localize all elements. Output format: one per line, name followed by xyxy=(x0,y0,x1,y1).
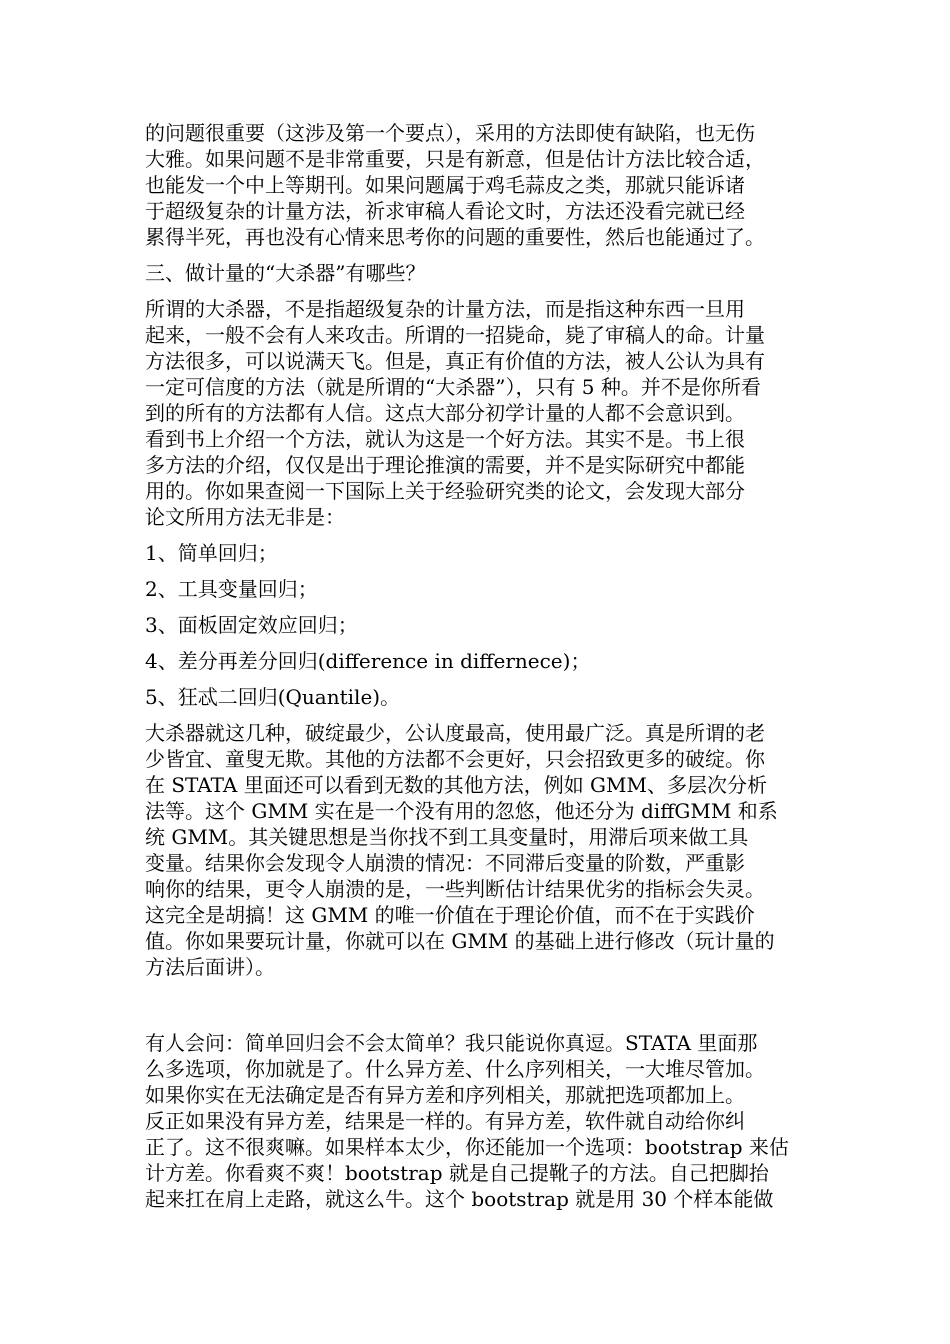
text-line: 起来，一般不会有人来攻击。所谓的一招毙命，毙了审稿人的命。计量 xyxy=(145,323,765,347)
text-line: 少皆宜、童叟无欺。其他的方法都不会更好，只会招致更多的破绽。你 xyxy=(145,747,765,771)
text-line: 有人会问：简单回归会不会太简单？我只能说你真逗。STATA 里面那 xyxy=(145,1031,758,1055)
paragraph xyxy=(145,684,825,710)
text-line: 到的所有的方法都有人信。这点大部分初学计量的人都不会意识到。 xyxy=(145,401,745,425)
text-line: 大雅。如果问题不是非常重要，只是有新意，但是估计方法比较合适， xyxy=(145,147,765,171)
text-line: 于超级复杂的计量方法，祈求审稿人看论文时，方法还没看完就已经 xyxy=(145,199,745,223)
text-line: 累得半死，再也没有心情来思考你的问题的重要性，然后也能通过了。 xyxy=(145,225,765,249)
text-line: 三、做计量的“大杀器”有哪些？ xyxy=(145,261,426,285)
paragraph xyxy=(145,720,825,980)
text-line: 法等。这个 GMM 实在是一个没有用的忽悠，他还分为 diffGMM 和系 xyxy=(145,799,778,823)
paragraph xyxy=(145,120,825,250)
text-line: 多方法的介绍，仅仅是出于理论推演的需要，并不是实际研究中都能 xyxy=(145,453,745,477)
text-line: 变量。结果你会发现令人崩溃的情况：不同滞后变量的阶数，严重影 xyxy=(145,851,745,875)
text-line: 反正如果没有异方差，结果是一样的。有异方差，软件就自动给你纠 xyxy=(145,1109,745,1133)
document-body xyxy=(145,120,825,1222)
text-line: 2、工具变量回归； xyxy=(145,577,318,601)
paragraph xyxy=(145,576,825,602)
text-line: 的问题很重要（这涉及第一个要点），采用的方法即使有缺陷，也无伤 xyxy=(145,121,755,145)
text-line: 这完全是胡搞！这 GMM 的唯一价值在于理论价值，而不在于实践价 xyxy=(145,903,755,927)
text-line: 起来扛在肩上走路，就这么牛。这个 bootstrap 就是用 30 个样本能做 xyxy=(145,1187,774,1211)
text-line: 值。你如果要玩计量，你就可以在 GMM 的基础上进行修改（玩计量的 xyxy=(145,929,775,953)
text-line: 计方差。你看爽不爽！bootstrap 就是自己提靴子的方法。自己把脚抬 xyxy=(145,1161,769,1185)
text-line: 如果你实在无法确定是否有异方差和序列相关，那就把选项都加上。 xyxy=(145,1083,745,1107)
text-line: 4、差分再差分回归(difference in differnece)； xyxy=(145,649,591,673)
text-line: 3、面板固定效应回归； xyxy=(145,613,358,637)
paragraph xyxy=(145,260,825,286)
text-line: 一定可信度的方法（就是所谓的“大杀器”），只有 5 种。并不是你所看 xyxy=(145,375,761,399)
paragraph xyxy=(145,1030,825,1212)
paragraph xyxy=(145,612,825,638)
paragraph xyxy=(145,540,825,566)
text-line: 方法很多，可以说满天飞。但是，真正有价值的方法，被人公认为具有 xyxy=(145,349,765,373)
text-line: 正了。这不很爽嘛。如果样本太少，你还能加一个选项：bootstrap 来估 xyxy=(145,1135,789,1159)
text-line: 所谓的大杀器，不是指超级复杂的计量方法，而是指这种东西一旦用 xyxy=(145,297,745,321)
text-line: 用的。你如果查阅一下国际上关于经验研究类的论文，会发现大部分 xyxy=(145,479,745,503)
paragraph xyxy=(145,648,825,674)
text-line: 大杀器就这几种，破绽最少，公认度最高，使用最广泛。真是所谓的老 xyxy=(145,721,765,745)
paragraph xyxy=(145,296,825,530)
text-line: 在 STATA 里面还可以看到无数的其他方法，例如 GMM、多层次分析 xyxy=(145,773,767,797)
text-line: 1、简单回归； xyxy=(145,541,278,565)
text-line: 论文所用方法无非是： xyxy=(145,505,345,529)
text-line: 也能发一个中上等期刊。如果问题属于鸡毛蒜皮之类，那就只能诉诸 xyxy=(145,173,745,197)
text-line: 统 GMM。其关键思想是当你找不到工具变量时，用滞后项来做工具 xyxy=(145,825,749,849)
text-line: 响你的结果，更令人崩溃的是，一些判断估计结果优劣的指标会失灵。 xyxy=(145,877,765,901)
text-line: 方法后面讲）。 xyxy=(145,955,275,979)
text-line: 么多选项，你加就是了。什么异方差、什么序列相关，一大堆尽管加。 xyxy=(145,1057,765,1081)
text-line: 看到书上介绍一个方法，就认为这是一个好方法。其实不是。书上很 xyxy=(145,427,745,451)
text-line: 5、狂忒二回归(Quantile)。 xyxy=(145,685,401,709)
